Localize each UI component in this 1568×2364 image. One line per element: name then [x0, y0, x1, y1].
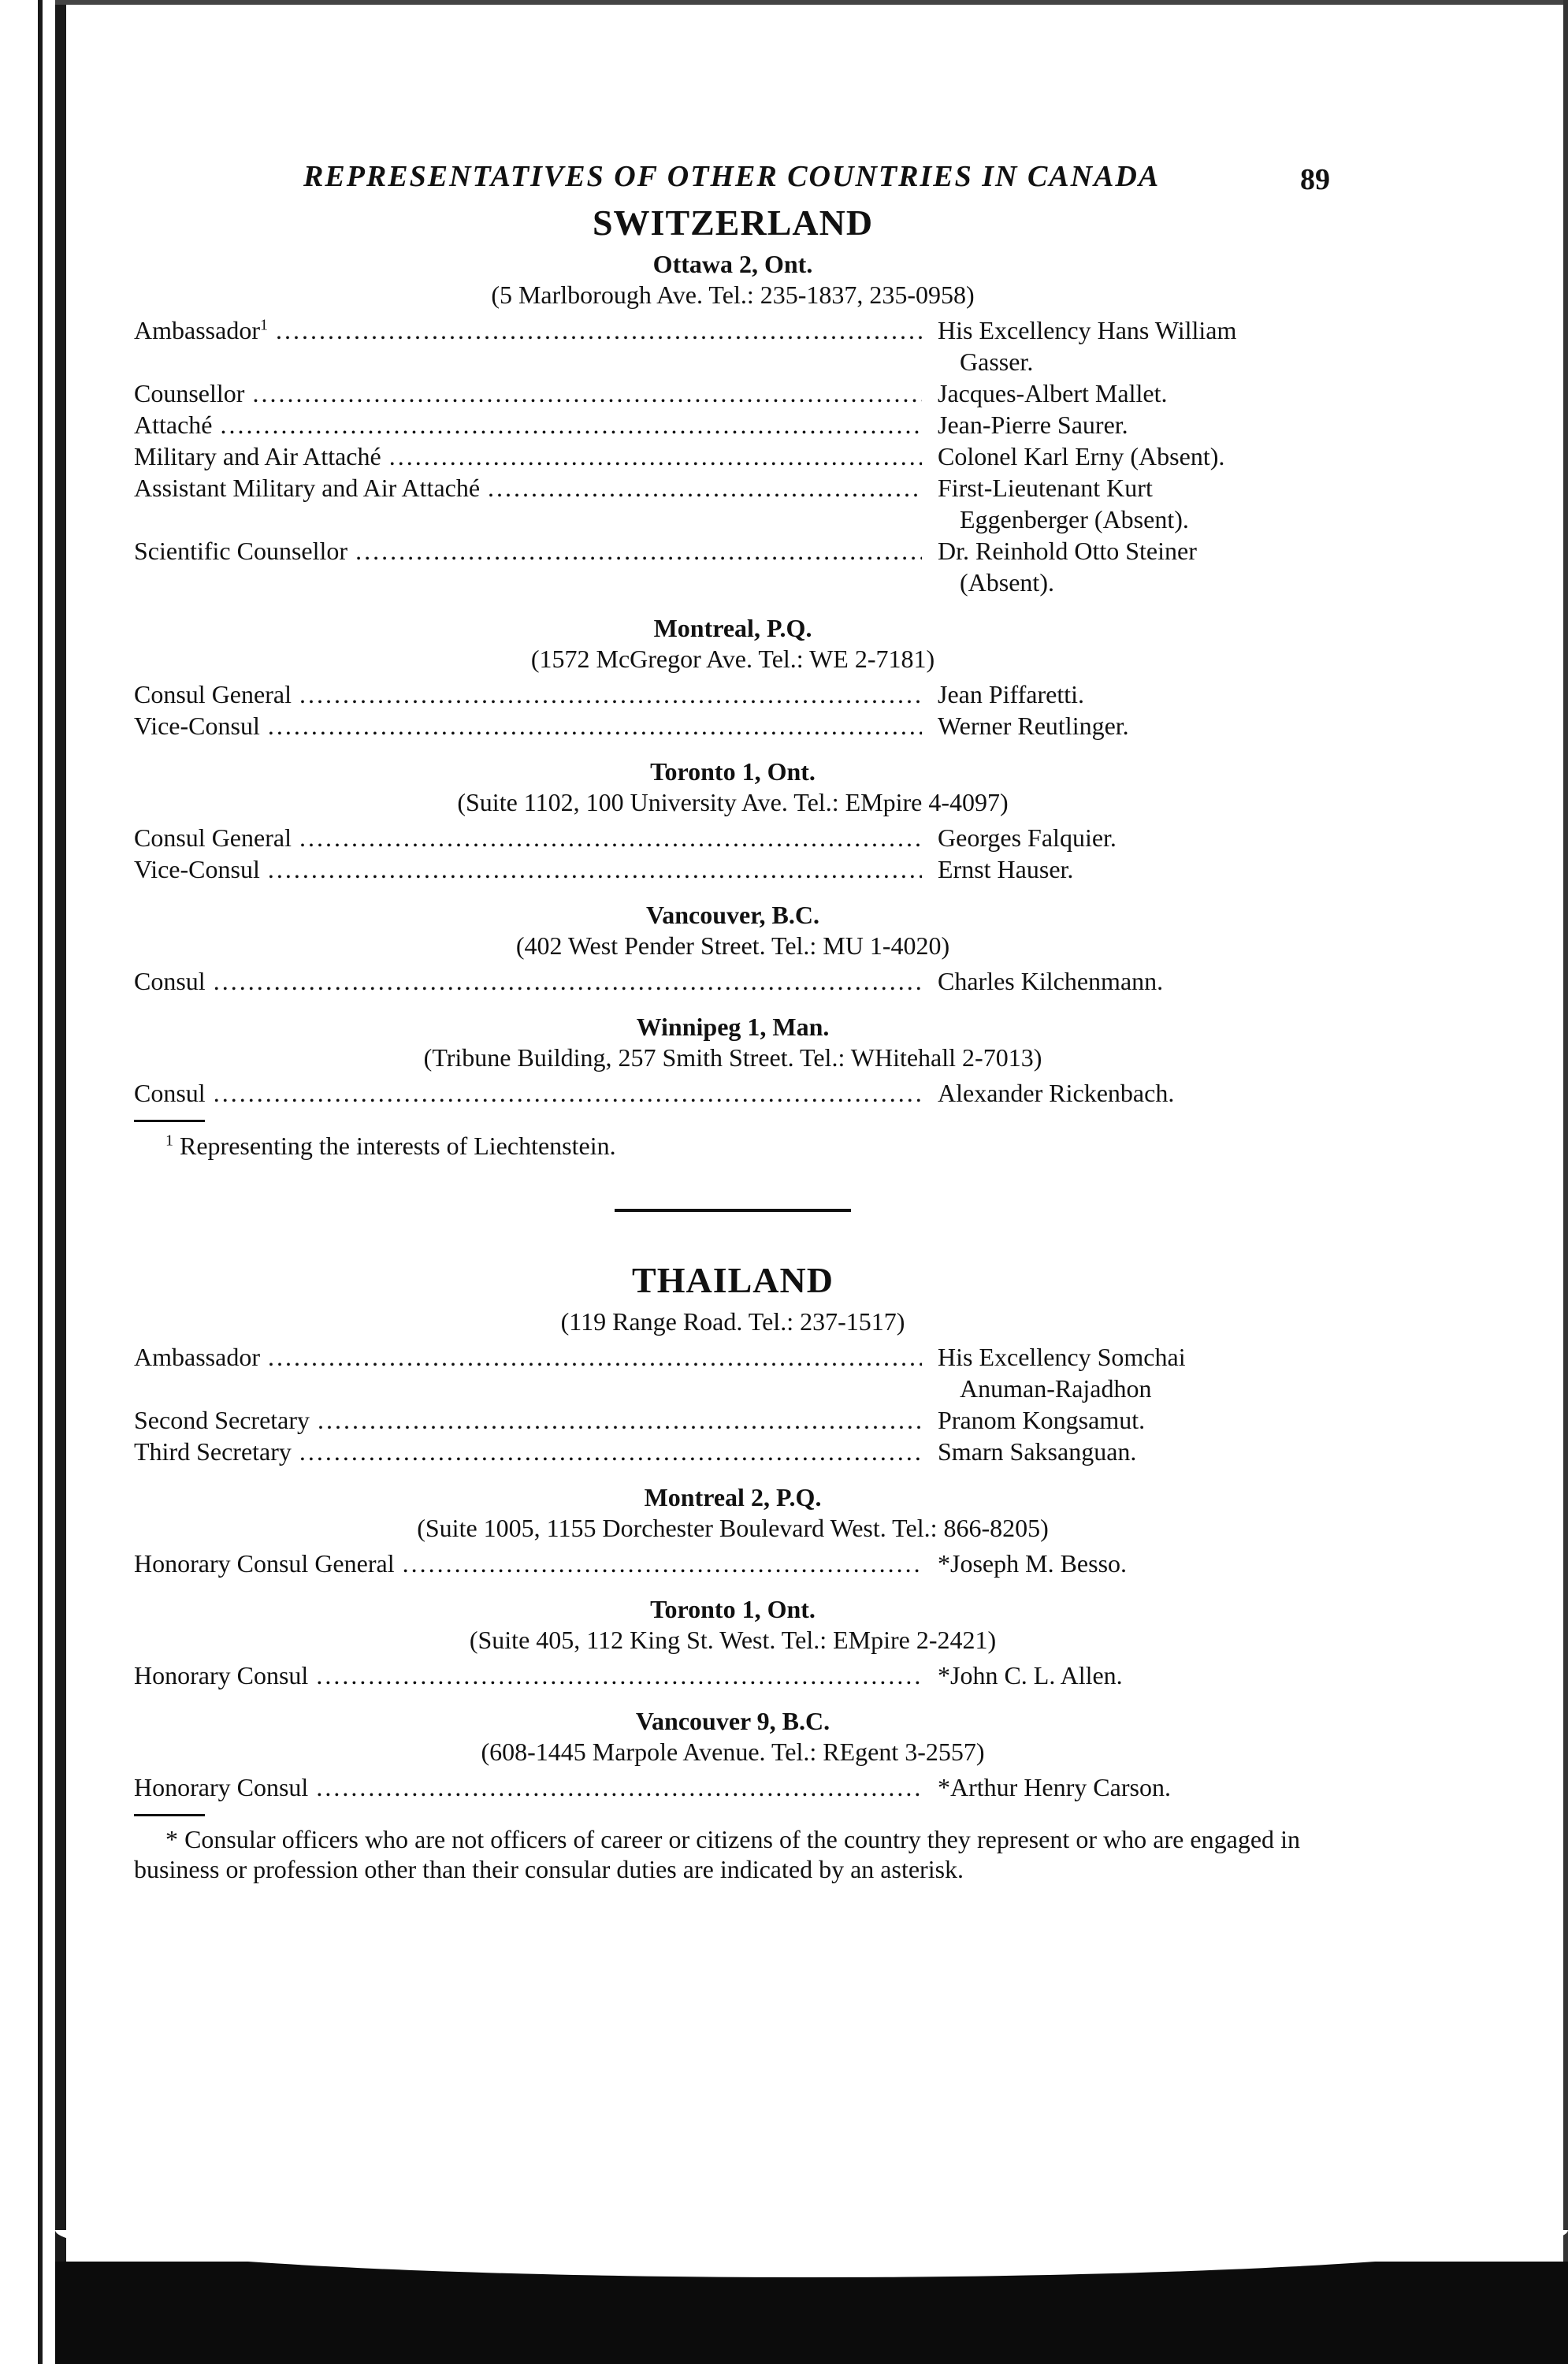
country-heading-thailand: THAILAND	[632, 1260, 834, 1300]
holder-name: Werner Reutlinger.	[938, 712, 1129, 740]
position-label: Consul General	[134, 823, 292, 852]
holder-name-continued: Anuman-Rajadhon	[960, 1374, 1152, 1403]
holder-name: Charles Kilchenmann.	[938, 967, 1164, 995]
footnote-rule	[134, 1120, 205, 1122]
entry-row	[134, 1404, 1332, 1436]
position-label: Second Secretary	[134, 1406, 310, 1434]
entry-row	[134, 535, 1332, 598]
holder-name: Smarn Saksanguan.	[938, 1437, 1137, 1466]
address-montreal: (1572 McGregor Ave. Tel.: WE 2-7181)	[530, 645, 935, 673]
holder-name: Alexander Rickenbach.	[938, 1079, 1175, 1107]
running-title: REPRESENTATIVES OF OTHER COUNTRIES IN CANADA	[303, 160, 1161, 193]
leader-dots	[316, 1660, 922, 1691]
leader-dots	[318, 1404, 922, 1436]
entry-row	[134, 710, 1332, 742]
entry-row	[134, 1548, 1332, 1579]
page-top-edge	[55, 0, 1568, 5]
address-toronto: (Suite 1102, 100 University Ave. Tel.: EMpire 4-4097)	[457, 788, 1009, 816]
leader-dots	[268, 1341, 922, 1373]
entry-row	[134, 822, 1332, 853]
footnote	[165, 1130, 1332, 1162]
footnote-text: Representing the interests of Liechtenstein.	[180, 1132, 616, 1160]
leader-dots	[268, 710, 922, 742]
position-label: Attaché	[134, 411, 213, 439]
entry-row	[134, 1660, 1332, 1691]
page-binding-edge	[0, 0, 66, 2364]
entry-row	[134, 1771, 1332, 1803]
footnote-marker: 1	[259, 316, 268, 334]
entry-row	[134, 377, 1332, 409]
position-label: Scientific Counsellor	[134, 537, 348, 565]
leader-dots	[276, 314, 922, 346]
country-heading-switzerland: SWITZERLAND	[592, 203, 874, 243]
holder-name: Georges Falquier.	[938, 823, 1117, 852]
holder-name-continued: Gasser.	[960, 348, 1034, 376]
holder-name: *John C. L. Allen.	[938, 1661, 1123, 1689]
holder-name-continued: Eggenberger (Absent).	[960, 505, 1189, 533]
holder-name: Dr. Reinhold Otto Steiner	[938, 537, 1197, 565]
entry-row	[134, 1341, 1332, 1404]
position-label: Consul General	[134, 680, 292, 708]
entry-row	[134, 1077, 1332, 1109]
entry-row	[134, 1436, 1332, 1467]
leader-dots	[403, 1548, 922, 1579]
location-vancouver-thailand: Vancouver 9, B.C.	[635, 1707, 830, 1735]
leader-dots	[488, 472, 922, 504]
location-toronto-thailand: Toronto 1, Ont.	[650, 1595, 816, 1623]
leader-dots	[214, 1077, 922, 1109]
holder-name: His Excellency Somchai	[938, 1343, 1186, 1371]
address-ottawa: (5 Marlborough Ave. Tel.: 235-1837, 235-0958)	[491, 281, 975, 309]
address-vancouver-thailand: (608-1445 Marpole Avenue. Tel.: REgent 3-2557)	[481, 1738, 985, 1766]
entry-row	[134, 472, 1332, 535]
leader-dots	[268, 853, 922, 885]
holder-name: Colonel Karl Erny (Absent).	[938, 442, 1225, 470]
location-winnipeg: Winnipeg 1, Man.	[636, 1013, 830, 1041]
holder-name: Ernst Hauser.	[938, 855, 1074, 883]
address-ottawa-thailand: (119 Range Road. Tel.: 237-1517)	[560, 1307, 905, 1336]
leader-dots	[252, 377, 922, 409]
page-bottom-edge	[55, 2262, 1568, 2364]
position-label: Consul	[134, 967, 206, 995]
position-label: Military and Air Attaché	[134, 442, 381, 470]
position-label: Vice-Consul	[134, 855, 260, 883]
holder-name: Pranom Kongsamut.	[938, 1406, 1146, 1434]
leader-dots	[221, 409, 923, 440]
location-montreal-thailand: Montreal 2, P.Q.	[644, 1483, 822, 1511]
entry-row	[134, 314, 1332, 377]
footnote-rule	[134, 1814, 205, 1816]
running-head	[134, 150, 1332, 197]
position-label: Ambassador	[134, 1343, 260, 1371]
document-page	[134, 150, 1332, 1884]
asterisk-footnote: * Consular officers who are not officers of career or citizens of the country they represent or who are engaged in business or profession other than their consular duties are indicated by an asterisk.	[134, 1825, 1300, 1883]
location-toronto: Toronto 1, Ont.	[650, 757, 816, 786]
address-toronto-thailand: (Suite 405, 112 King St. West. Tel.: EMpire 2-2421)	[469, 1626, 997, 1654]
location-vancouver: Vancouver, B.C.	[646, 901, 819, 929]
footnote-marker: 1	[165, 1132, 173, 1150]
holder-name: His Excellency Hans William	[938, 316, 1237, 344]
position-label: Vice-Consul	[134, 712, 260, 740]
leader-dots	[316, 1771, 922, 1803]
page-right-edge	[1563, 0, 1568, 2285]
section-divider	[615, 1209, 851, 1212]
holder-name: *Arthur Henry Carson.	[938, 1773, 1171, 1801]
address-montreal-thailand: (Suite 1005, 1155 Dorchester Boulevard West. Tel.: 866-8205)	[417, 1514, 1049, 1542]
position-label: Consul	[134, 1079, 206, 1107]
entry-row	[134, 853, 1332, 885]
leader-dots	[299, 1436, 922, 1467]
address-vancouver: (402 West Pender Street. Tel.: MU 1-4020)	[515, 931, 950, 960]
entry-row	[134, 440, 1332, 472]
location-ottawa: Ottawa 2, Ont.	[652, 250, 813, 278]
entry-row	[134, 678, 1332, 710]
position-label: Assistant Military and Air Attaché	[134, 474, 481, 502]
position-label: Counsellor	[134, 379, 245, 407]
leader-dots	[299, 822, 922, 853]
location-montreal: Montreal, P.Q.	[653, 614, 812, 642]
leader-dots	[214, 965, 922, 997]
entry-row	[134, 409, 1332, 440]
page-number: 89	[1300, 163, 1330, 196]
holder-name: Jacques-Albert Mallet.	[938, 379, 1168, 407]
position-label: Ambassador	[134, 316, 260, 344]
leader-dots	[355, 535, 922, 567]
address-winnipeg: (Tribune Building, 257 Smith Street. Tel.: WHitehall 2-7013)	[423, 1043, 1042, 1072]
position-label: Honorary Consul	[134, 1773, 309, 1801]
position-label: Honorary Consul	[134, 1661, 309, 1689]
holder-name: *Joseph M. Besso.	[938, 1549, 1128, 1578]
entry-row	[134, 965, 1332, 997]
position-label: Third Secretary	[134, 1437, 292, 1466]
holder-name: First-Lieutenant Kurt	[938, 474, 1153, 502]
leader-dots	[389, 440, 922, 472]
holder-name: Jean-Pierre Saurer.	[938, 411, 1128, 439]
position-label: Honorary Consul General	[134, 1549, 395, 1578]
holder-name: Jean Piffaretti.	[938, 680, 1085, 708]
leader-dots	[299, 678, 922, 710]
holder-name-continued: (Absent).	[960, 568, 1054, 597]
